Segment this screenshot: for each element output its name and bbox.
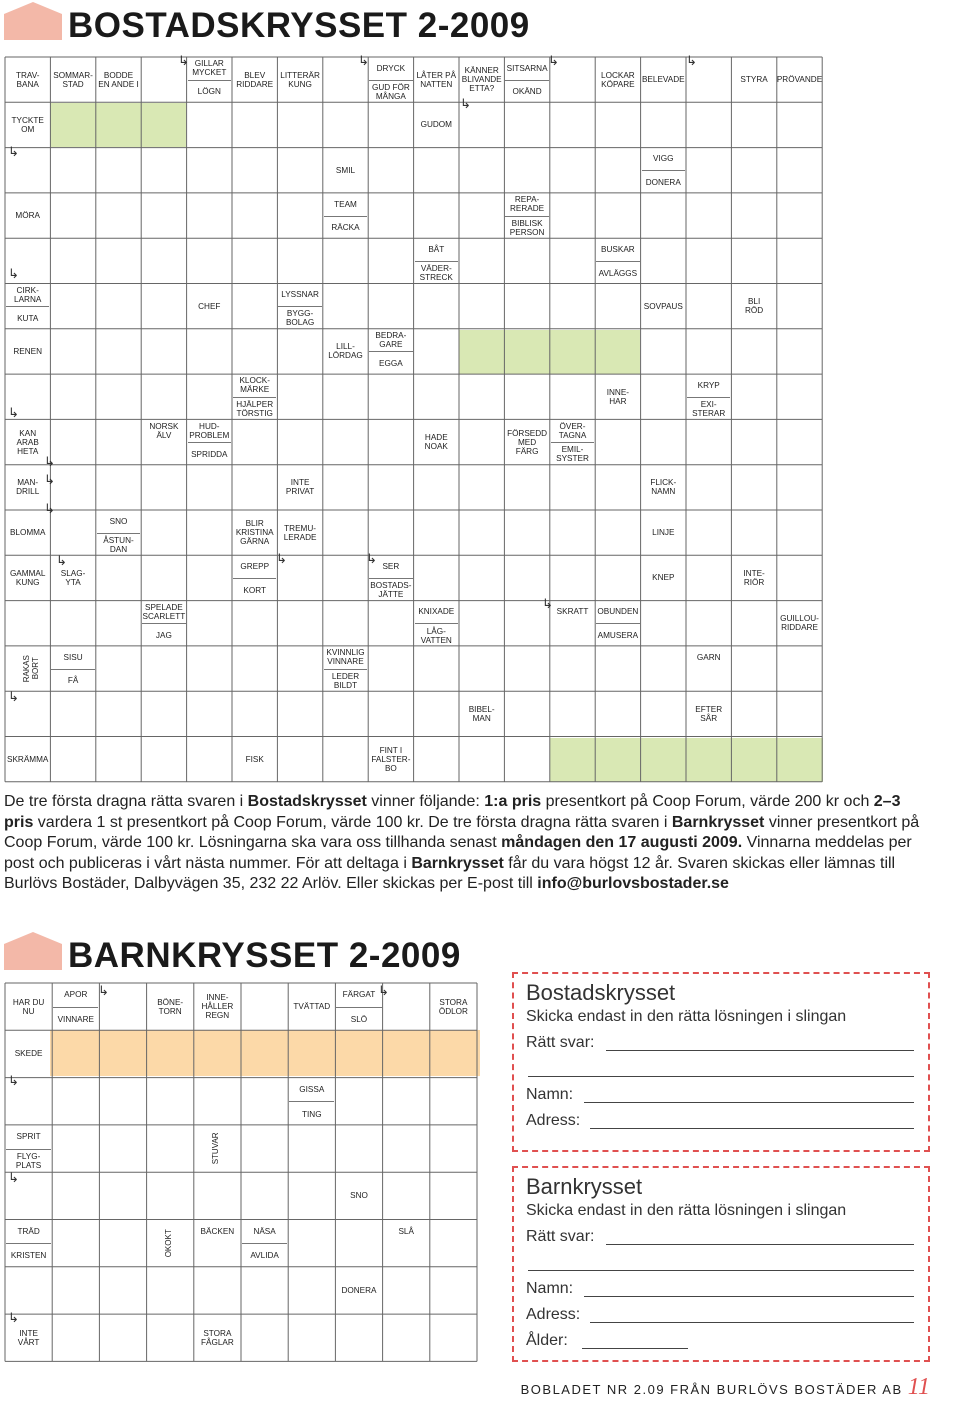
clue-cell: VÄDER- STRECK: [415, 261, 458, 285]
clue-cell: KÄNNER BLIVANDE ETTA?: [461, 66, 502, 94]
clue-cell: LEDER BILDT: [324, 669, 367, 693]
coupon-instructions: Skicka endast in den rätta lösningen i slingan: [526, 1202, 847, 1219]
clue-cell: KNIXADE: [418, 607, 455, 617]
clue-cell: FINT I FALSTER- BO: [371, 745, 411, 773]
name-field[interactable]: [584, 1296, 914, 1297]
clue-cell: GILLAR MYCKET: [192, 59, 227, 78]
clue-cell: HJÄLPER TÖRSTIG: [233, 397, 276, 421]
clue-cell: GARN: [696, 652, 721, 662]
clue-cell: VINNARE: [53, 1007, 98, 1032]
clue-cell: GREPP: [240, 562, 270, 572]
clue-cell: REPA- RERADE: [510, 195, 545, 214]
arrow-icon: ↳: [56, 554, 67, 569]
clue-cell: SLAG- YTA: [60, 568, 86, 587]
arrow-icon: ↳: [44, 502, 55, 517]
clue-cell: LOCKAR KÖPARE: [601, 70, 635, 89]
clue-cell: GISSA: [299, 1084, 325, 1094]
clue-cell: OKOKT: [164, 1229, 174, 1258]
clue-cell: JAG: [142, 623, 185, 647]
arrow-icon: ↳: [178, 54, 189, 69]
answer-label: Rätt svar:: [526, 1228, 595, 1245]
clue-cell: GUDOM: [420, 120, 452, 130]
clue-cell: BLIR KRISTINA GÄRNA: [235, 519, 274, 547]
clue-cell: INTE- RIÖR: [743, 568, 765, 587]
clue-cell: KNEP: [652, 573, 675, 583]
clue-cell: SKEDE: [14, 1049, 43, 1059]
clue-cell: STYRA: [740, 75, 768, 85]
clue-cell: SKRATT: [556, 607, 589, 617]
clue-cell: AVLÄGGS: [596, 261, 639, 285]
clue-cell: FISK: [245, 754, 264, 764]
clue-cell: BLEV RIDDARE: [236, 70, 274, 89]
clue-cell: EFTER SÅR: [695, 704, 723, 723]
clue-cell: HAR DU NU: [12, 997, 45, 1016]
clue-cell: SOVPAUS: [643, 301, 683, 311]
clue-cell: BYGG- BOLAG: [278, 306, 321, 330]
clue-cell: AMUSERA: [596, 623, 639, 647]
clue-cell: LINJE: [652, 528, 675, 538]
clue-cell: FLICK- NAMN: [650, 478, 677, 497]
clue-cell: BLOMMA: [9, 528, 46, 538]
clue-cell: SLÖ: [336, 1007, 381, 1032]
clue-cell: DONERA: [341, 1285, 377, 1295]
clue-cell: ÖVER- TAGNA: [558, 421, 587, 440]
clue-cell: LÅG- VATTEN: [415, 623, 458, 647]
clue-cell: GUILLOU- RIDDARE: [780, 614, 819, 633]
clue-cell: MÖRA: [15, 211, 40, 221]
clue-cell: SITSARNA: [506, 63, 548, 73]
address-field[interactable]: [590, 1322, 914, 1323]
clue-cell: BÄCKEN: [200, 1226, 235, 1236]
clue-cell: TYCKTE OM: [11, 115, 44, 134]
clue-cell: SNO: [109, 516, 128, 526]
crossword1-title: BOSTADSKRYSSET 2-2009: [68, 6, 530, 45]
arrow-icon: ↳: [98, 984, 109, 999]
arrow-icon: ↳: [8, 1074, 19, 1089]
address-field[interactable]: [590, 1128, 914, 1129]
clue-cell: INTE PRIVAT: [285, 478, 315, 497]
clue-cell: BIBLISK PERSON: [505, 216, 548, 240]
competition-info: De tre första dragna rätta svaren i Bostadskrysset vinner följande: 1:a pris presentkort på Coop Forum, värde 200 kr och 2–3 pris vardera 1 st presentkort på Coop Forum, värde 100 kr. De tre första dragna rätta svaren i Barnkrysset vinner presentkort på Coop Forum, värde 100 kr. Lösningarna ska vara oss tillhanda senast måndagen den 17 augusti 2009. Vinnarna meddelas per post och publiceras i vårt nästa nummer. För att deltaga i Barnkrysset får du vara högst 12 år. Svaren skickas eller lämnas till Burlövs Bostäder, Dalbyvägen 35, 232 22 Arlöv. Eller skickas per E-post till info@burlovsbostader.se: [4, 793, 920, 893]
clue-cell: OBUNDEN: [597, 607, 639, 617]
arrow-icon: ↳: [686, 54, 697, 69]
clue-cell: TRÄD: [17, 1226, 40, 1236]
clue-cell: SLÅ: [398, 1226, 414, 1236]
arrow-icon: ↳: [44, 473, 55, 488]
age-label: Ålder:: [526, 1332, 568, 1349]
clue-cell: EMIL- SYSTER: [551, 442, 594, 466]
clue-cell: STORA FÅGLAR: [201, 1328, 234, 1347]
clue-cell: EGGA: [369, 351, 412, 375]
clue-cell: NORSK ÄLV: [149, 421, 179, 440]
arrow-icon: ↳: [8, 1171, 19, 1186]
arrow-icon: ↳: [460, 97, 471, 112]
clue-cell: PRÖVANDE: [776, 75, 823, 85]
name-label: Namn:: [526, 1086, 574, 1103]
clue-cell: KORT: [233, 578, 276, 602]
clue-cell: TREMU- LERADE: [283, 523, 317, 542]
clue-cell: ÅSTUN- DAN: [97, 533, 140, 557]
clue-cell: KVINNLIG VINNARE: [326, 648, 365, 667]
coupon-barnkrysset: [512, 1166, 930, 1362]
clue-cell: SPELADE SCARLETT: [142, 602, 186, 621]
arrow-icon: ↳: [44, 455, 55, 470]
arrow-icon: ↳: [8, 690, 19, 705]
arrow-icon: ↳: [366, 552, 377, 567]
arrow-icon: ↳: [378, 984, 389, 999]
clue-cell: LYSSNAR: [281, 290, 319, 300]
arrow-icon: ↳: [8, 145, 19, 160]
clue-cell: TEAM: [334, 199, 357, 209]
clue-cell: KRISTEN: [6, 1243, 51, 1268]
clue-cell: NÄSA: [253, 1226, 276, 1236]
clue-cell: EXI- STERAR: [687, 397, 730, 421]
clue-cell: KRYP: [697, 380, 720, 390]
clue-cell: TING: [289, 1101, 334, 1126]
clue-cell: SNO: [350, 1191, 368, 1201]
clue-cell: LILL- LÖRDAG: [328, 342, 363, 361]
coupon-instructions: Skicka endast in den rätta lösningen i slingan: [526, 1008, 847, 1025]
coupon-bostadskrysset: [512, 972, 930, 1152]
clue-cell: CHEF: [198, 301, 221, 311]
clue-cell: BELEVADE: [641, 75, 685, 85]
clue-cell: SPRIDDA: [188, 442, 231, 466]
clue-cell: SER: [382, 562, 400, 572]
clue-cell: HADE NOAK: [424, 433, 448, 452]
clue-cell: FLYG- PLATS: [6, 1149, 51, 1174]
answer-label: Rätt svar:: [526, 1034, 595, 1051]
clue-cell: DONERA: [642, 170, 685, 194]
coupon-title: Barnkrysset: [526, 1174, 643, 1199]
clue-cell: SKRÄMMA: [6, 754, 49, 764]
clue-cell: RENEN: [13, 346, 43, 356]
page-number: 11: [907, 1374, 930, 1400]
clue-cell: BLI RÖD: [744, 297, 764, 316]
clue-cell: LÖGN: [188, 80, 231, 104]
clue-cell: AVLIDA: [242, 1243, 287, 1268]
crossword2-title: BARNKRYSSET 2-2009: [68, 936, 461, 975]
clue-cell: STUVAR: [211, 1132, 221, 1165]
arrow-icon: ↳: [542, 597, 553, 612]
clue-cell: INNE- HÅLLER REGN: [201, 993, 234, 1021]
clue-cell: INTE VÅRT: [17, 1328, 40, 1347]
clue-cell: DRYCK: [376, 63, 406, 73]
clue-cell: RAKAS BORT: [21, 654, 40, 683]
clue-cell: FÄRGAT: [342, 990, 376, 1000]
clue-cell: KLOCK- MÄRKE: [239, 376, 270, 395]
clue-cell: TRAV- BANA: [15, 70, 40, 89]
clue-cell: STORA ÖDLOR: [438, 997, 468, 1016]
arrow-icon: ↳: [8, 1311, 19, 1326]
clue-cell: SISU: [63, 652, 83, 662]
clue-cell: BOSTADS- JÄTTE: [369, 578, 412, 602]
clue-cell: SOMMAR- STAD: [53, 70, 93, 89]
clue-cell: SMIL: [335, 165, 356, 175]
age-field[interactable]: [582, 1348, 688, 1349]
answer-field-2[interactable]: [528, 1270, 914, 1271]
arrow-icon: ↳: [358, 54, 369, 69]
clue-cell: BEDRA- GARE: [375, 331, 407, 350]
clue-cell: OKÄND: [505, 80, 548, 104]
arrow-icon: ↳: [8, 267, 19, 282]
clue-cell: BODDE EN ANDE I: [98, 70, 139, 89]
address-label: Adress:: [526, 1112, 581, 1129]
name-field[interactable]: [584, 1102, 914, 1103]
clue-cell: KUTA: [6, 306, 49, 330]
address-label: Adress:: [526, 1306, 581, 1323]
clue-cell: BÅT: [428, 245, 445, 254]
clue-cell: TVÄTTAD: [293, 1002, 331, 1012]
clue-cell: CIRK- LARNA: [14, 285, 42, 304]
clue-cell: VIGG: [653, 154, 674, 164]
arrow-icon: ↳: [8, 406, 19, 421]
clue-cell: GAMMAL KUNG: [9, 568, 46, 587]
arrow-icon: ↳: [276, 552, 287, 567]
clue-cell: FÖRSEDD MED FÄRG: [507, 428, 548, 456]
clue-cell: FÅ: [51, 669, 94, 693]
clue-cell: LITTERÄR KUNG: [280, 70, 320, 89]
clue-cell: KAN ARAB HETA: [16, 428, 39, 456]
clue-cell: RÄCKA: [324, 216, 367, 240]
clue-cell: BUSKAR: [601, 245, 635, 254]
clue-cell: LÅTER PÅ NATTEN: [416, 70, 457, 89]
name-label: Namn:: [526, 1280, 574, 1297]
answer-field-2[interactable]: [528, 1076, 914, 1077]
clue-cell: SPRIT: [16, 1132, 41, 1142]
clue-cell: BÖNE- TORN: [157, 997, 184, 1016]
clue-cell: INNE- HAR: [606, 387, 630, 406]
coupon-title: Bostadskrysset: [526, 980, 676, 1005]
footer-text: BOBLADET NR 2.09 FRÅN BURLÖVS BOSTÄDER AB: [520, 1382, 903, 1397]
clue-cell: HUD- PROBLEM: [189, 421, 230, 440]
answer-field[interactable]: [606, 1244, 914, 1245]
arrow-icon: ↳: [548, 54, 559, 69]
clue-cell: APOR: [64, 990, 88, 1000]
clue-cell: GUD FÖR MÅNGA: [369, 80, 412, 104]
answer-field[interactable]: [606, 1050, 914, 1051]
clue-cell: BIBEL- MAN: [468, 704, 495, 723]
clue-cell: MAN- DRILL: [16, 478, 40, 497]
